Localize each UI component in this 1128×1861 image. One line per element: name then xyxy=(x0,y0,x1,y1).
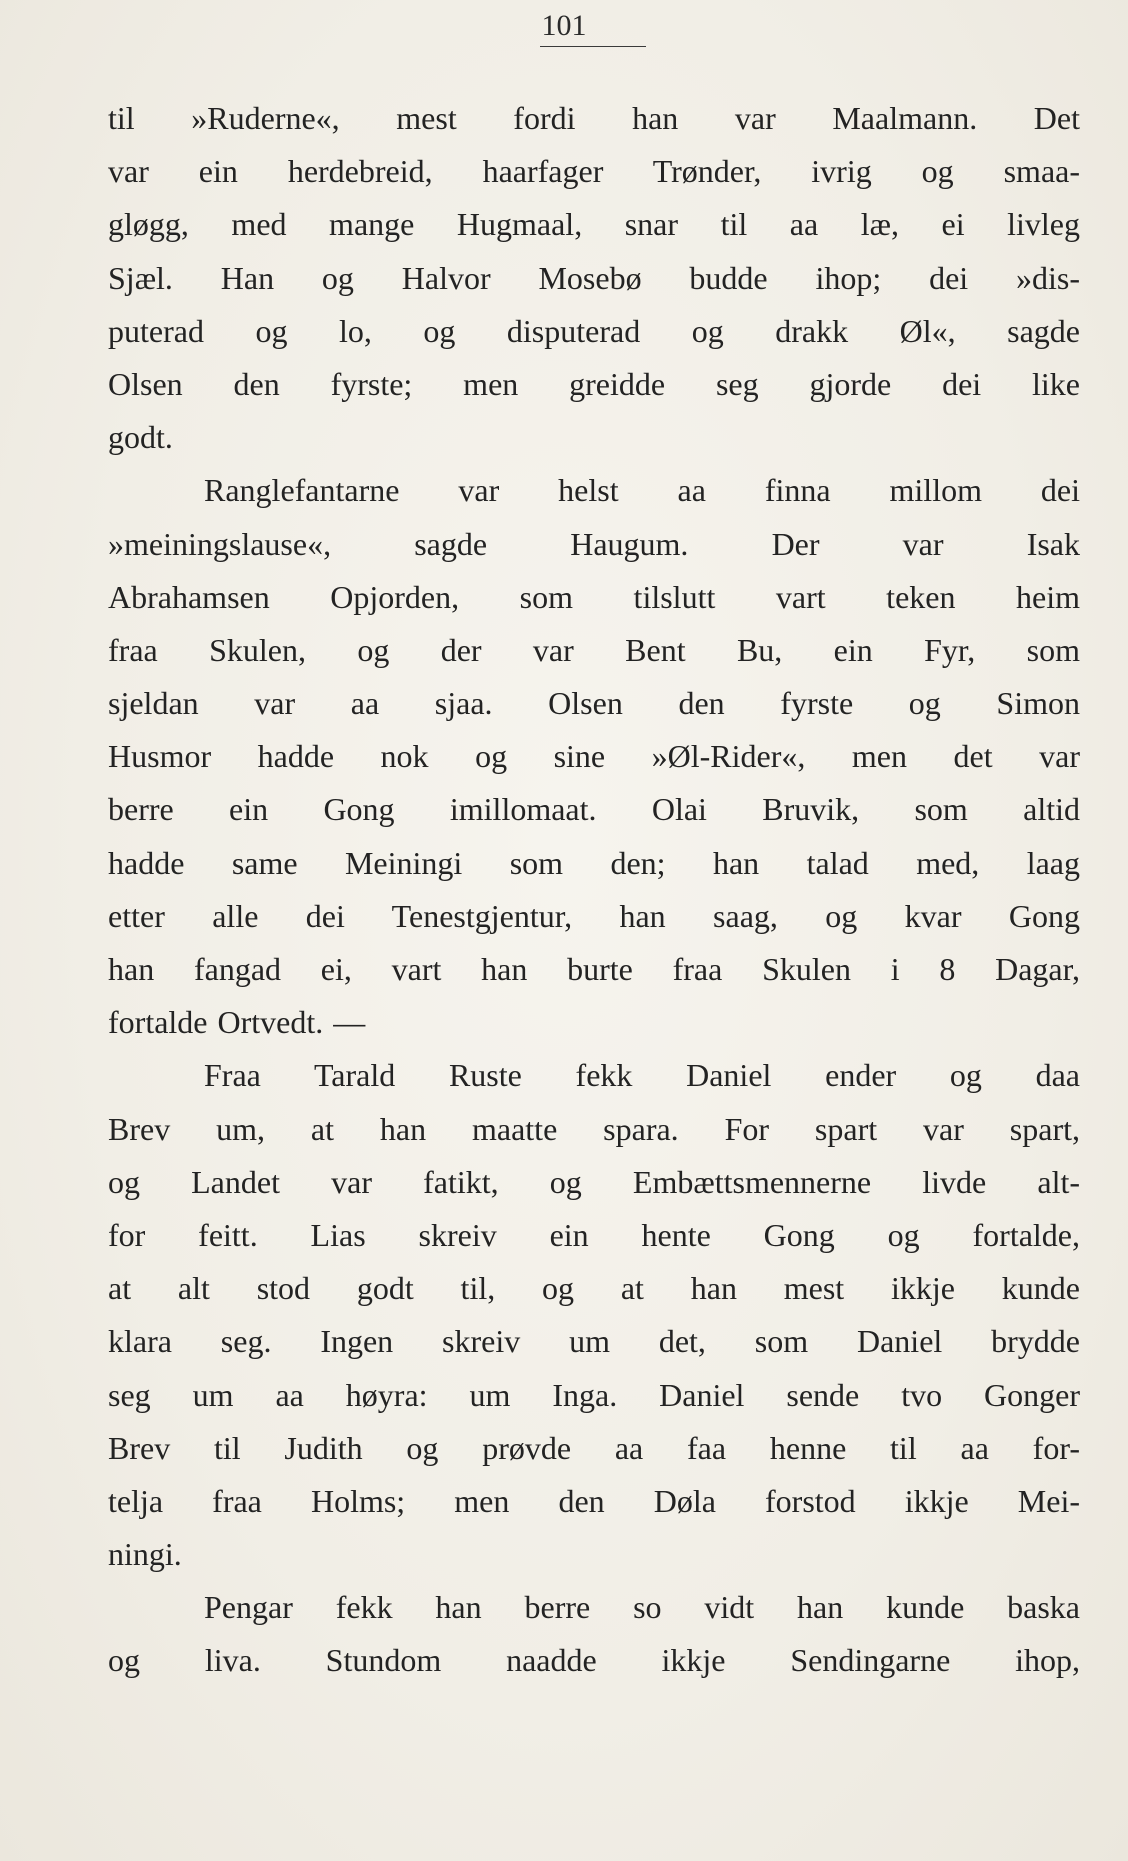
text-line: hadde same Meiningi som den; han talad med, laag xyxy=(108,844,1080,881)
text-line: Husmor hadde nok og sine »Øl-Rider«, men det var xyxy=(108,738,1080,775)
text-line: Abrahamsen Opjorden, som tilslutt vart teken heim xyxy=(108,578,1080,615)
text-line: var ein herdebreid, haarfager Trønder, ivrig og smaa- xyxy=(108,153,1080,190)
text-line: Olsen den fyrste; men greidde seg gjorde dei like xyxy=(108,365,1080,402)
text-line: gløgg, med mange Hugmaal, snar til aa læ, ei livleg xyxy=(108,206,1080,243)
text-line: til »Ruderne«, mest fordi han var Maalmann. Det xyxy=(108,100,1080,136)
text-line: puterad og lo, og disputerad og drakk Øl«, sagde xyxy=(108,312,1080,349)
text-line: fraa Skulen, og der var Bent Bu, ein Fyr, som xyxy=(108,631,1080,668)
text-line: Ranglefantarne var helst aa finna millom dei xyxy=(204,472,1080,509)
text-line: seg um aa høyra: um Inga. Daniel sende tvo Gonger xyxy=(108,1376,1080,1413)
text-line: godt. xyxy=(108,419,173,456)
body-text xyxy=(108,92,1080,1688)
text-line: etter alle dei Tenestgjentur, han saag, og kvar Gong xyxy=(108,897,1080,934)
text-line: sjeldan var aa sjaa. Olsen den fyrste og Simon xyxy=(108,685,1080,722)
text-line: telja fraa Holms; men den Døla forstod ikkje Mei- xyxy=(108,1482,1080,1519)
text-line: for feitt. Lias skreiv ein hente Gong og fortalde, xyxy=(108,1216,1080,1253)
text-line: Pengar fekk han berre so vidt han kunde baska xyxy=(204,1589,1080,1626)
text-line: Brev um, at han maatte spara. For spart var spart, xyxy=(108,1110,1080,1147)
text-line: han fangad ei, vart han burte fraa Skulen i 8 Dagar, xyxy=(108,951,1080,987)
text-line: Sjæl. Han og Halvor Mosebø budde ihop; dei »dis- xyxy=(108,259,1080,296)
text-line: og Landet var fatikt, og Embættsmennerne livde alt- xyxy=(108,1163,1080,1200)
text-line: og liva. Stundom naadde ikkje Sendingarne ihop, xyxy=(108,1642,1080,1679)
page-number-rule xyxy=(540,46,646,47)
text-line: Brev til Judith og prøvde aa faa henne til aa for- xyxy=(108,1429,1080,1466)
text-line: klara seg. Ingen skreiv um det, som Daniel brydde xyxy=(108,1323,1080,1360)
text-line: »meiningslause«, sagde Haugum. Der var Isak xyxy=(108,525,1080,562)
page-number: 101 xyxy=(541,9,587,42)
text-line: at alt stod godt til, og at han mest ikkje kunde xyxy=(108,1270,1080,1307)
text-line: ningi. xyxy=(108,1536,182,1573)
text-line: fortalde Ortvedt. — xyxy=(108,1004,366,1041)
text-line: Fraa Tarald Ruste fekk Daniel ender og daa xyxy=(204,1057,1080,1094)
text-line: berre ein Gong imillomaat. Olai Bruvik, som altid xyxy=(108,791,1080,828)
